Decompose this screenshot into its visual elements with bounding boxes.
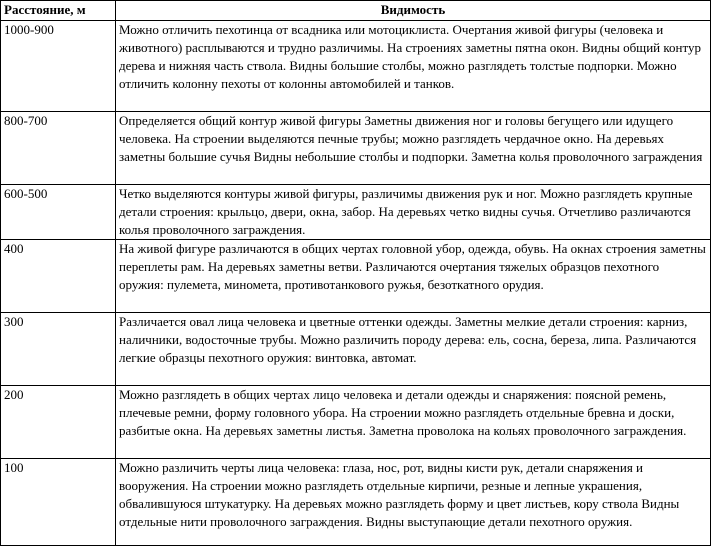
header-visibility: Видимость (116, 1, 711, 21)
distance-cell: 400 (1, 240, 116, 313)
distance-cell: 600-500 (1, 185, 116, 240)
distance-cell: 300 (1, 313, 116, 386)
table-row (1, 112, 711, 185)
visibility-cell: Можно разглядеть в общих чертах лицо человека и детали одежды и снаряжения: поясной ремень, плечевые ремни, форму головного убора. На строении можно разглядеть отдельные бревна и доски, разбитые окна. На деревьях заметны листья. Заметна проволока на кольях проволочного заграждения. (116, 386, 711, 459)
table-row (1, 240, 711, 313)
table-row (1, 313, 711, 386)
visibility-cell: Можно отличить пехотинца от всадника или мотоциклиста. Очертания живой фигуры (человека и животного) расплываются и трудно различимы. На строениях заметны пятна окон. Видны общий контур дерева и нижняя часть ствола. Видны большие столбы, можно разглядеть толстые подпорки. Можно отличить колонну пехоты от колонны автомобилей и танков. (116, 21, 711, 112)
visibility-cell: На живой фигуре различаются в общих чертах головной убор, одежда, обувь. На окнах строения заметны переплеты рам. На деревьях заметны ветви. Различаются очертания тяжелых образцов пехотного оружия: пулемета, миномета, противотанкового ружья, безоткатного орудия. (116, 240, 711, 313)
table-header-row (1, 1, 711, 21)
table-row (1, 386, 711, 459)
table-row (1, 185, 711, 240)
distance-cell: 200 (1, 386, 116, 459)
distance-cell: 1000-900 (1, 21, 116, 112)
header-distance: Расстояние, м (1, 1, 116, 21)
table-row (1, 459, 711, 546)
distance-cell: 100 (1, 459, 116, 546)
table-row (1, 21, 711, 112)
visibility-cell: Можно различить черты лица человека: глаза, нос, рот, видны кисти рук, детали снаряжения и вооружения. На строении можно разглядеть отдельные кирпичи, резные и лепные украшения, обвалившуюся штукатурку. На деревьях можно разглядеть форму и цвет листьев, кору ствола Видны отдельные нити проволочного заграждения. Видны выступающие детали пехотного оружия. (116, 459, 711, 546)
distance-cell: 800-700 (1, 112, 116, 185)
visibility-cell: Определяется общий контур живой фигуры Заметны движения ног и головы бегущего или идущего человека. На строении выделяются печные трубы; можно разглядеть чердачное окно. На деревьях заметны большие сучья Видны небольшие столбы и подпорки. Заметна колья проволочного заграждения (116, 112, 711, 185)
visibility-cell: Различается овал лица человека и цветные оттенки одежды. Заметны мелкие детали строения: карниз, наличники, водосточные трубы. Можно различить породу дерева: ель, сосна, береза, липа. Различаются легкие образцы пехотного оружия: винтовка, автомат. (116, 313, 711, 386)
visibility-cell: Четко выделяются контуры живой фигуры, различимы движения рук и ног. Можно разглядеть крупные детали строения: крыльцо, двери, окна, забор. На деревьях четко видны сучья. Отчетливо различаются колья проволочного заграждения. (116, 185, 711, 240)
